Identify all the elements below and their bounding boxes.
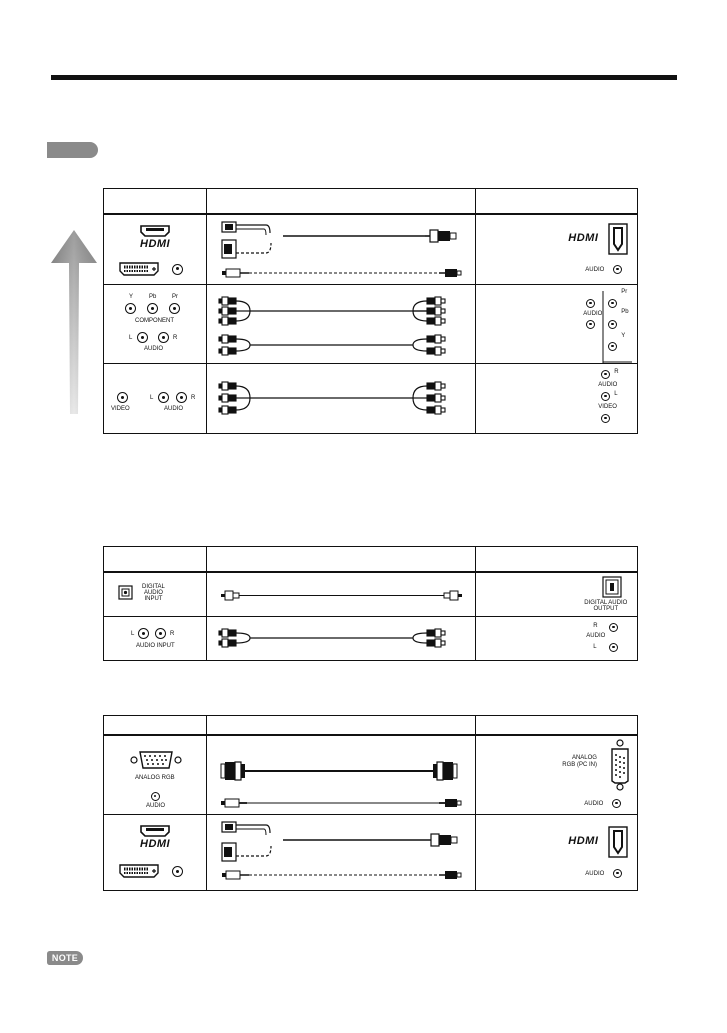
connection-table-video [103,188,638,434]
table-row [104,572,638,617]
cable-cell-vga [206,735,475,815]
hdmi-logo-text: HDMI [568,231,599,244]
tv-audio-l-jack-icon [601,392,610,401]
pr-label: Pr [172,294,178,300]
tv-cell-analog-rgb [476,735,638,815]
divider-line [602,291,632,363]
tv-audio-label: AUDIO [598,382,618,388]
tv-l-label: L [614,391,618,397]
vga-port-icon [610,739,630,791]
tv-audio-r-jack-icon [609,623,618,632]
label-line: RGB (PC IN) [562,761,597,768]
tv-l-label: L [593,644,597,650]
device-cell-component [104,285,207,364]
composite-cable-illustration [207,364,477,434]
audio-r-jack-icon [176,392,187,403]
component-pr-jack-icon [169,303,180,314]
label-line: DIGITAL AUDIO [584,599,628,606]
device-cell-hdmi-pc [104,815,207,891]
quality-arrow-icon [50,229,98,415]
l-label: L [131,631,135,637]
hdmi-logo-text: HDMI [140,838,171,850]
label-line: OUTPUT [593,605,619,612]
r-label: R [170,631,175,637]
audio-jack-icon [613,265,622,274]
tv-video-label: VIDEO [598,404,617,410]
audio-r-jack-icon [158,332,169,343]
label-line: DIGITAL [142,583,165,590]
table-row [104,735,638,815]
tv-audio-r-jack-icon [601,370,610,379]
optical-port-icon [118,585,133,600]
tv-audio-jack-icon [612,799,621,808]
audio-l-jack-icon [138,628,149,639]
label-line: AUDIO [143,589,163,596]
audio-jack-icon [151,792,160,801]
tv-cell-composite [476,364,638,434]
table-row [104,214,638,285]
component-label: COMPONENT [135,318,174,324]
hdmi-logo-text: HDMI [140,237,171,250]
audio-l-jack-icon [158,392,169,403]
device-cell-composite [104,364,207,434]
dvi-port-icon [119,262,159,276]
device-cell-analog-rgb [104,735,207,815]
digital-audio-input-label [142,584,165,602]
component-y-jack-icon [125,303,136,314]
cable-cell-optical [206,572,475,617]
tv-audio-label: AUDIO [583,311,603,317]
tv-pr-label: Pr [621,289,628,295]
audio-r-jack-icon [155,628,166,639]
l-label: L [150,395,154,401]
tv-cell-hdmi [476,214,638,285]
pb-label: Pb [149,294,157,300]
table-header-row [104,716,638,735]
table-row [104,815,638,891]
analog-rgb-label: ANALOG RGB [135,774,175,781]
section-tab-marker [47,142,98,158]
tv-audio-label: AUDIO [584,800,604,807]
hdmi-port-icon [608,826,628,858]
video-label: VIDEO [111,406,130,412]
tv-audio-l-jack-icon [609,643,618,652]
table-row [104,285,638,364]
hdmi-port-icon [608,223,628,255]
tv-cell-component [476,285,638,364]
tv-audio-label: AUDIO [585,871,605,877]
tv-cell-digital-audio [476,572,638,617]
table-header-row [104,547,638,572]
component-pb-jack-icon [147,303,158,314]
tv-cell-hdmi-pc [476,815,638,891]
header-rule [51,75,677,80]
cable-cell-hdmi [206,214,475,285]
audio-jack-icon [172,264,183,275]
audio-l-jack-icon [137,332,148,343]
connection-table-pc [103,715,638,891]
tv-r-label: R [593,623,598,629]
label-line: ANALOG [571,754,597,761]
audio-jack-icon [613,869,622,878]
note-badge: NOTE [47,951,83,965]
connection-table-audio-output [103,546,638,661]
table-row [104,617,638,661]
tv-y-label: Y [621,333,626,339]
device-cell-audio-input [104,617,207,661]
tv-r-label: R [614,369,619,375]
audio-jack-icon [172,866,183,877]
hdmi-dvi-cable-illustration [207,215,477,286]
optical-port-icon [602,576,622,598]
audio-label: AUDIO [164,406,184,412]
rca-cable-illustration [207,617,477,661]
device-cell-hdmi [104,214,207,285]
vga-port-icon [130,750,182,770]
cable-cell-component [206,285,475,364]
cable-cell-composite [206,364,475,434]
tv-pb-label: Pb [621,309,629,315]
table-row [104,364,638,434]
r-label: R [173,335,178,341]
table-header-row [104,189,638,214]
optical-cable-illustration [207,573,477,618]
hdmi-logo-text: HDMI [568,835,599,847]
tv-audio-label: AUDIO [585,266,605,273]
video-jack-icon [117,392,128,403]
vga-cable-illustration [207,736,477,816]
component-cable-illustration [207,285,477,364]
cable-cell-hdmi-pc [206,815,475,891]
audio-label: AUDIO [146,802,166,809]
y-label: Y [129,294,134,300]
audio-input-label: AUDIO INPUT [136,643,175,649]
audio-label: AUDIO [144,346,164,352]
digital-audio-output-label [584,600,627,612]
device-cell-digital-audio [104,572,207,617]
l-label: L [129,335,133,341]
cable-cell-rca [206,617,475,661]
r-label: R [191,395,196,401]
tv-video-jack-icon [601,414,610,423]
tv-audio-jack-icon [586,299,595,308]
hdmi-dvi-cable-illustration [207,815,477,891]
label-line: INPUT [144,595,163,602]
tv-cell-audio-output [476,617,638,661]
tv-audio-label: AUDIO [586,633,606,639]
tv-audio-jack-icon [586,320,595,329]
dvi-port-icon [119,864,159,878]
tv-analog-rgb-label [562,755,597,769]
